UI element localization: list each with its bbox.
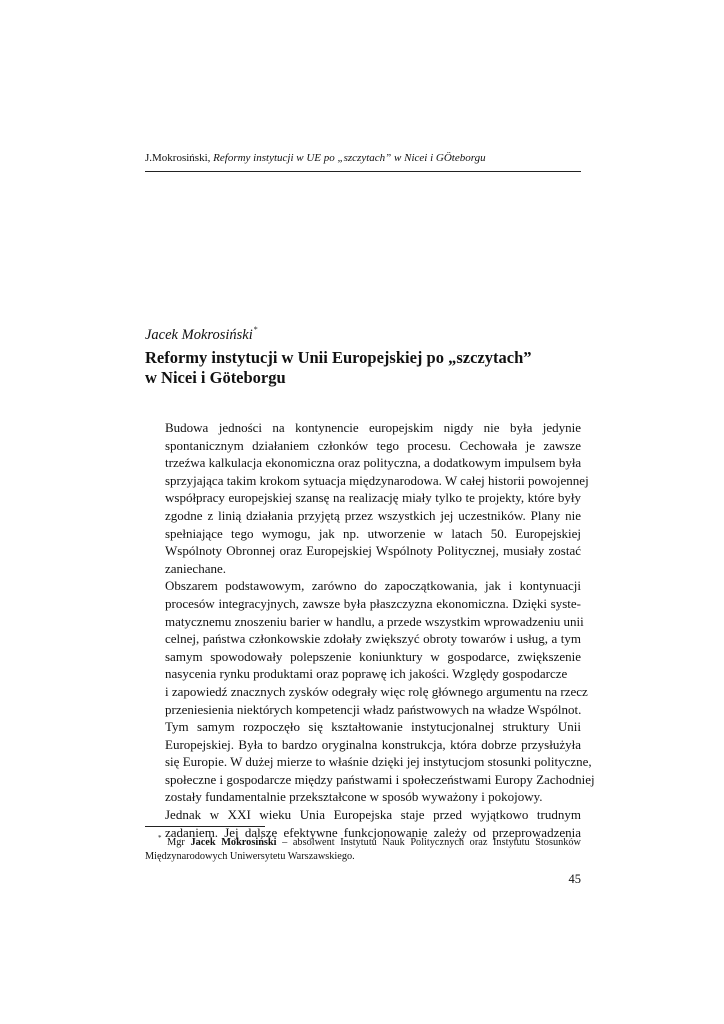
text-line: procesów integracyjnych, zawsze była płaszczyzna ekonomiczna. Dzięki syste- bbox=[165, 595, 581, 611]
running-head-title: Reformy instytucji w UE po „szczytach” w Nicei i GÖteborgu bbox=[213, 152, 486, 164]
footnote-rule bbox=[145, 826, 265, 827]
footnote-line: Międzynarodowych Uniwersytetu Warszawskiego. bbox=[145, 851, 355, 862]
text-line: Jednak w XXI wieku Unia Europejska staje przed wyjątkowo trudnym bbox=[165, 807, 581, 823]
article-title bbox=[145, 348, 585, 388]
footnote bbox=[145, 831, 581, 864]
text-line: trzeźwa kalkulacja ekonomiczna oraz polityczna, a dodatkowym impulsem była bbox=[165, 455, 582, 471]
footnote-name: Jacek Mokrosiński bbox=[190, 837, 277, 848]
text-line: się Europie. W dużej mierze to właśnie dzięki jej instytucjom stosunki polityczne, bbox=[165, 754, 592, 770]
author-footnote-mark: * bbox=[253, 325, 258, 334]
text-line: współpracy europejskiej szansę na realizację miały tylko te projekty, które były bbox=[165, 490, 581, 506]
paragraph bbox=[145, 577, 595, 806]
text-line: sprzyjająca takim krokom sytuacja międzynarodowa. W całej historii powojennej bbox=[165, 472, 589, 488]
article-author bbox=[145, 321, 258, 344]
author-name: Jacek Mokrosiński bbox=[145, 327, 253, 343]
text-line: i zapowiedź znacznych zysków odegrały więc rolę głównego argumentu na rzecz bbox=[165, 683, 588, 699]
text-line: Tym samym rozpoczęło się kształtowanie instytucjonalnej struktury Unii bbox=[165, 719, 581, 735]
footnote-text: – absolwent Instytutu Nauk Politycznych oraz Instytutu Stosunków bbox=[276, 837, 581, 848]
text-line: zostały fundamentalnie przekształcone w sposób wyważony i pokojowy. bbox=[165, 789, 543, 805]
text-line: Europejskiej. Była to bardzo oryginalna konstrukcja, która dobrze przysłużyła bbox=[165, 736, 581, 752]
footnote-prefix: Mgr bbox=[161, 837, 191, 848]
text-line: zaniechane. bbox=[165, 560, 226, 576]
footnote-mark: * bbox=[158, 834, 162, 842]
text-line: Wspólnoty Obronnej oraz Europejskiej Wspólnoty Politycznej, musiały zostać bbox=[165, 543, 581, 559]
text-line: celnej, państwa członkowskie zdołały zwiększyć obroty towarów i usług, a tym bbox=[165, 631, 581, 647]
text-line: Budowa jedności na kontynencie europejskim nigdy nie była jedynie bbox=[165, 420, 581, 435]
text-line: Obszarem podstawowym, zarówno do zapoczątkowania, jak i kontynuacji bbox=[165, 578, 581, 594]
running-head-author: J.Mokrosiński, bbox=[145, 152, 214, 164]
paragraph bbox=[145, 419, 589, 577]
text-line: zadaniem. Jej dalsze efektywne funkcjonowanie zależy od przeprowadzenia bbox=[165, 824, 581, 840]
title-line: w Nicei i Göteborgu bbox=[145, 368, 286, 387]
page-number: 45 bbox=[568, 872, 581, 886]
footnote-line bbox=[145, 831, 581, 850]
text-line: nasycenia rynku produktami oraz poprawę ich jakości. Względy gospodarcze bbox=[165, 666, 568, 682]
article-body bbox=[145, 419, 595, 841]
text-line: społeczne i gospodarcze między państwami i społeczeństwami Europy Zachodniej bbox=[165, 771, 595, 787]
text-line: przeniesienia niektórych kompetencji władz państwowych na władze Wspólnot. bbox=[165, 701, 582, 717]
text-line: zgodne z linią działania przyjętą przez wszystkich jej uczestników. Plany nie bbox=[165, 507, 581, 523]
text-line: samym spowodowały polepszenie koniunktury w gospodarce, zwiększenie bbox=[165, 648, 581, 664]
header-rule bbox=[145, 171, 581, 172]
text-line: matycznemu znoszeniu barier w handlu, a przede wszystkim wprowadzeniu unii bbox=[165, 613, 584, 629]
title-line: Reformy instytucji w Unii Europejskiej po „szczytach” bbox=[145, 348, 532, 367]
text-line: spontanicznym działaniem członków tego procesu. Cechowała je zawsze bbox=[165, 437, 581, 453]
text-line: spełniające tego wymogu, jak np. utworzenie w latach 50. Europejskiej bbox=[165, 525, 581, 541]
running-head bbox=[145, 151, 581, 165]
